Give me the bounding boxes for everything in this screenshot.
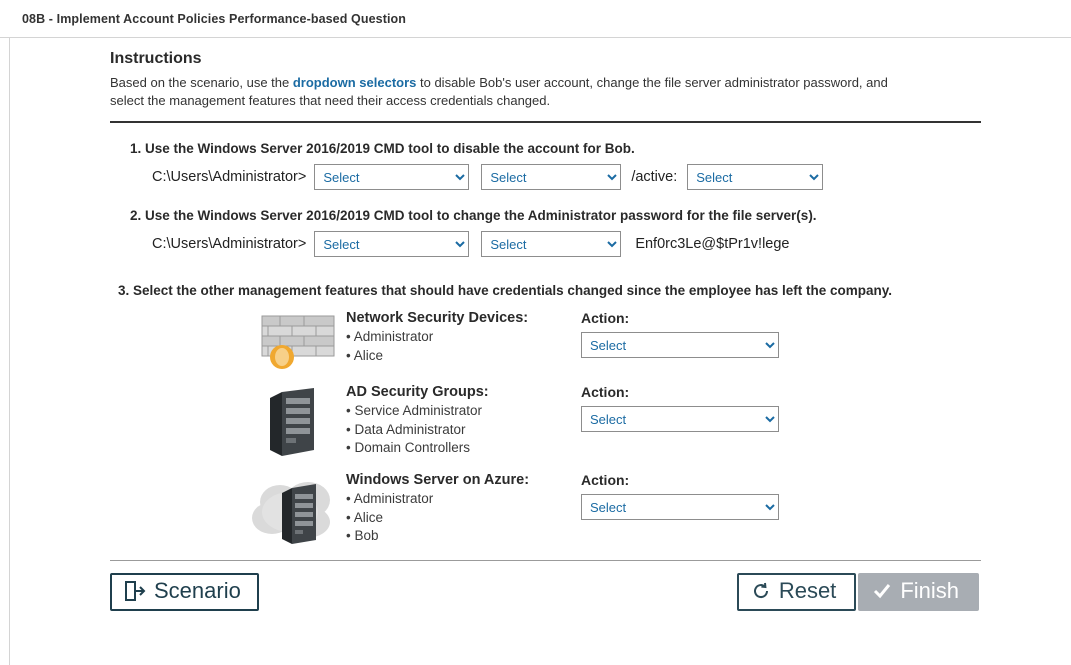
network-security-devices-action-select[interactable] [581,332,779,358]
list-item: • Service Administrator [346,402,581,421]
list-item: • Administrator [346,328,581,347]
scenario-button[interactable] [110,573,259,611]
finish-button[interactable] [858,573,979,611]
left-rail [0,38,10,665]
step1-active-select[interactable] [687,164,823,190]
instructions-text-after: to disable Bob's user account, change the file server administrator password, and select the management features that need their access credentials changed. [110,75,888,108]
finish-button-label: Finish [900,578,959,604]
feature-member-list [346,328,581,365]
action-label: Action: [581,472,630,489]
list-item: • Domain Controllers [346,439,581,458]
divider-top [110,121,981,123]
feature-action-column [581,308,779,358]
main-content [10,38,1071,665]
feature-info [346,308,581,365]
check-icon [872,581,892,601]
page-title: 08B - Implement Account Policies Performance-based Question [22,11,407,26]
action-label: Action: [581,310,630,327]
step-2-password-text: Enf0rc3Le@$tPr1v!lege [635,236,790,253]
divider-bottom [110,560,981,561]
feature-name: AD Security Groups: [346,384,489,401]
step-2-row [152,231,991,257]
step2-command-select[interactable] [314,231,469,257]
step-1-prompt: C:\Users\Administrator> [152,169,307,186]
feature-action-column [581,382,779,432]
instructions-text [110,74,900,109]
step-1-row [152,164,991,190]
reset-icon [751,581,771,601]
footer-right-buttons [737,573,979,611]
feature-info [346,470,581,546]
list-item: • Alice [346,509,581,528]
step-1-active-label: /active: [631,169,678,186]
windows-server-azure-action-select[interactable] [581,494,779,520]
step-2-prompt: C:\Users\Administrator> [152,236,307,253]
footer-bar [110,573,979,611]
step-2-label: 2. Use the Windows Server 2016/2019 CMD tool to change the Administrator password for the file server(s). [130,208,817,224]
list-item: • Bob [346,527,581,546]
feature-info [346,382,581,458]
feature-row-windows-server-on-azure [250,470,991,550]
ad-security-groups-action-select[interactable] [581,406,779,432]
feature-member-list [346,490,581,546]
server-icon [250,382,346,460]
feature-name: Windows Server on Azure: [346,472,530,489]
step-3-label: 3. Select the other management features that should have credentials changed since the employee has left the company. [118,283,892,299]
action-label: Action: [581,384,630,401]
window-titlebar [0,0,1071,38]
feature-member-list [346,402,581,458]
instructions-text-before: Based on the scenario, use the [110,75,293,90]
feature-action-column [581,470,779,520]
cloud-server-icon [250,470,346,550]
list-item: • Alice [346,347,581,366]
list-item: • Data Administrator [346,421,581,440]
instructions-emphasis: dropdown selectors [292,75,417,90]
feature-row-ad-security-groups [250,382,991,460]
list-item: • Administrator [346,490,581,509]
instructions-heading: Instructions [110,50,202,67]
reset-button[interactable] [737,573,856,611]
step-1-label: 1. Use the Windows Server 2016/2019 CMD tool to disable the account for Bob. [130,141,635,157]
step1-command-select[interactable] [314,164,469,190]
firewall-icon [250,308,346,372]
feature-name: Network Security Devices: [346,310,529,327]
scenario-icon [124,580,146,602]
step2-object-select[interactable] [481,231,621,257]
feature-row-network-security-devices [250,308,991,372]
scenario-button-label: Scenario [154,578,241,604]
reset-button-label: Reset [778,578,837,604]
step1-object-select[interactable] [481,164,621,190]
